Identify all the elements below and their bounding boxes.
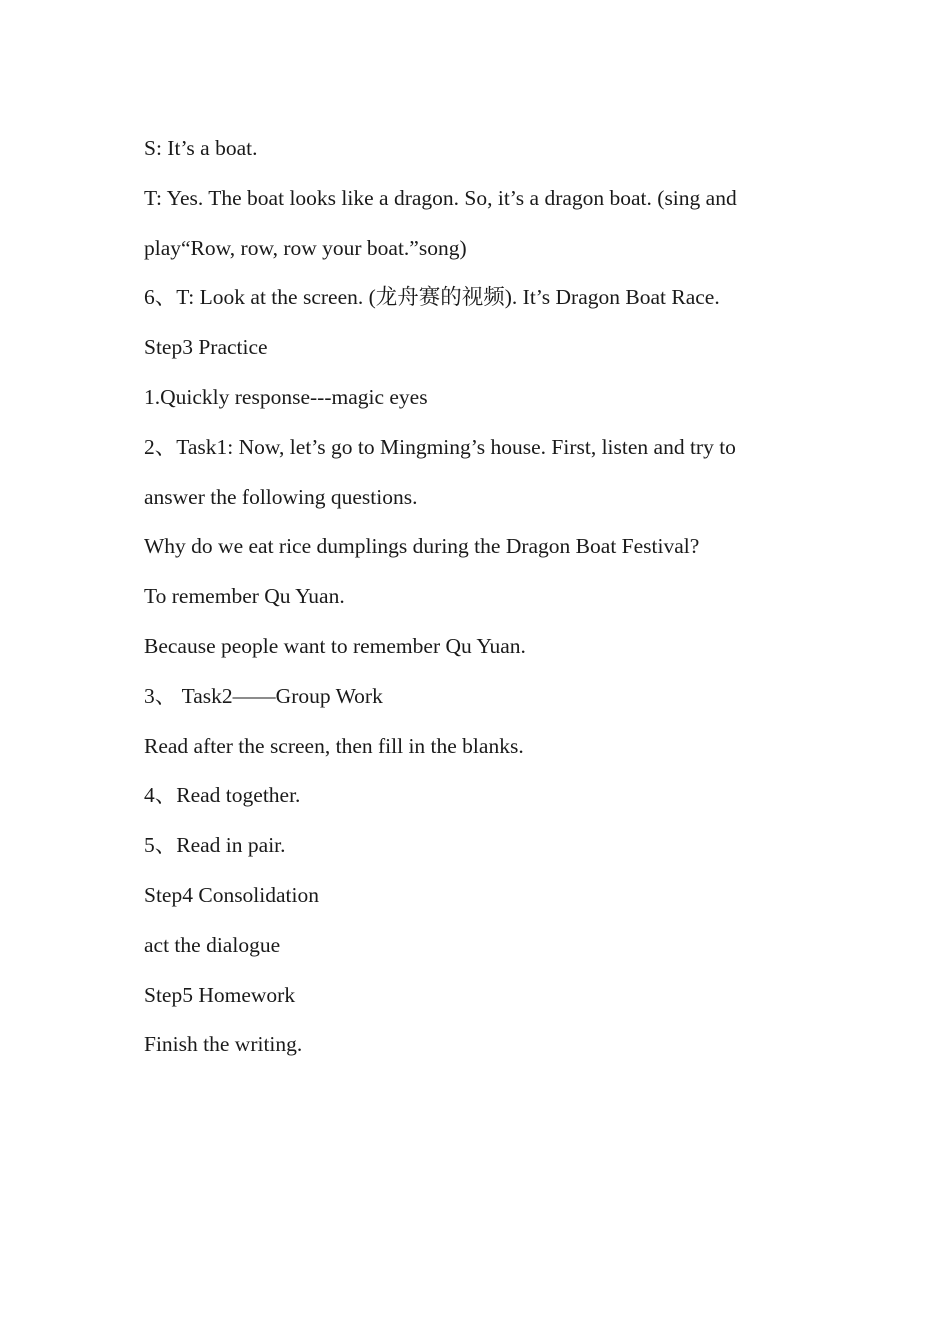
homework-item: Finish the writing. (144, 1032, 303, 1057)
practice-item-3-detail: Read after the screen, then fill in the blanks. (144, 733, 524, 758)
practice-item-3: 3、 Task2——Group Work (144, 683, 383, 708)
section-heading-step5: Step5 Homework (144, 982, 296, 1007)
practice-item-2: 2、Task1: Now, let’s go to Mingming’s house. First, listen and try to (144, 434, 736, 459)
consolidation-item: act the dialogue (144, 932, 281, 957)
practice-item-2-cont: answer the following questions. (144, 484, 418, 509)
question-line: Why do we eat rice dumplings during the Dragon Boat Festival? (144, 534, 700, 559)
dialogue-line-teacher: T: Yes. The boat looks like a dragon. So, it’s a dragon boat. (sing and (144, 185, 737, 210)
practice-item-1: 1.Quickly response---magic eyes (144, 384, 428, 409)
practice-item-5: 5、Read in pair. (144, 833, 286, 858)
answer-line-1: To remember Qu Yuan. (144, 584, 345, 609)
answer-line-2: Because people want to remember Qu Yuan. (144, 633, 526, 658)
practice-item-4: 4、Read together. (144, 783, 301, 808)
section-heading-step4: Step4 Consolidation (144, 882, 319, 907)
step-item-6: 6、T: Look at the screen. (龙舟赛的视频). It’s Dragon Boat Race. (144, 285, 720, 310)
dialogue-line-teacher-cont: play“Row, row, row your boat.”song) (144, 235, 467, 260)
dialogue-line-student: S: It’s a boat. (144, 136, 258, 160)
section-heading-step3: Step3 Practice (144, 335, 268, 360)
document-body (144, 124, 814, 1070)
